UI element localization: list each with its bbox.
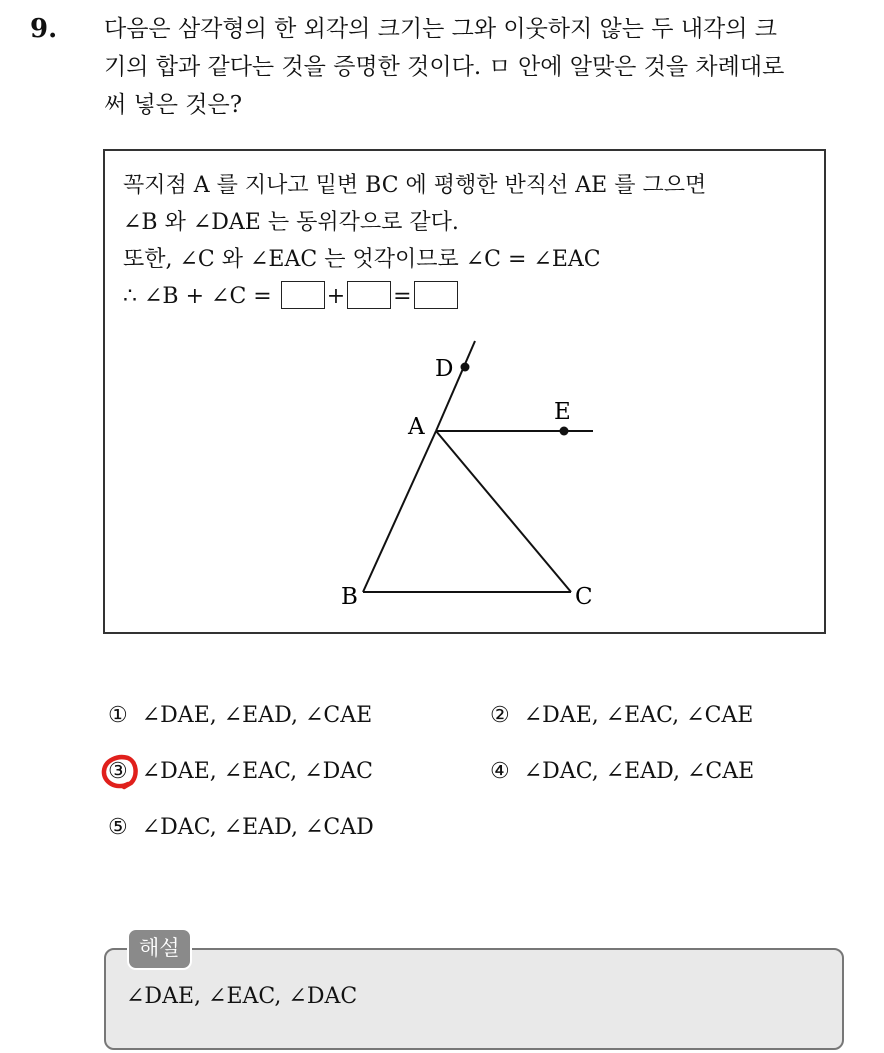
choice-text: ∠DAE, ∠EAC, ∠CAE xyxy=(523,703,754,728)
label-A: A xyxy=(408,414,425,440)
choice-text: ∠DAC, ∠EAD, ∠CAE xyxy=(523,759,755,784)
label-B: B xyxy=(341,584,358,610)
question-number: 9. xyxy=(30,14,58,44)
proof-therefore: ∴ ∠B + ∠C = xyxy=(123,284,272,309)
label-D: D xyxy=(435,356,454,382)
proof-box xyxy=(103,149,826,634)
choice-3[interactable] xyxy=(108,759,373,784)
question-line: 기의 합과 같다는 것을 증명한 것이다. ㅁ 안에 알맞은 것을 차례대로 xyxy=(104,54,785,80)
point-D xyxy=(461,363,470,372)
choice-text: ∠DAE, ∠EAD, ∠CAE xyxy=(141,703,373,728)
choice-number: ③ xyxy=(108,759,128,784)
choice-4[interactable] xyxy=(490,759,754,784)
question-line: 다음은 삼각형의 한 외각의 크기는 그와 이웃하지 않는 두 내각의 크 xyxy=(104,16,777,42)
choice-1[interactable] xyxy=(108,703,372,728)
question-text xyxy=(104,10,874,124)
triangle-figure xyxy=(105,151,828,636)
solution-text: ∠DAE, ∠EAC, ∠DAC xyxy=(126,984,358,1009)
proof-line-3: 또한, ∠C 와 ∠EAC 는 엇각이므로 ∠C = ∠EAC xyxy=(123,247,601,272)
equals-sign: = xyxy=(393,284,412,309)
point-E xyxy=(560,427,569,436)
choice-2[interactable] xyxy=(490,703,753,728)
plus-sign: + xyxy=(326,284,346,309)
proof-line-2: ∠B 와 ∠DAE 는 동위각으로 같다. xyxy=(123,210,459,235)
proof-line-1: 꼭지점 A 를 지나고 밑변 BC 에 평행한 반직선 AE 를 그으면 xyxy=(123,173,707,198)
answer-circle-mark xyxy=(100,754,140,790)
solution-tag: 해설 xyxy=(127,928,192,970)
choice-text: ∠DAC, ∠EAD, ∠CAD xyxy=(141,815,374,840)
question-line: 써 넣은 것은? xyxy=(104,92,243,118)
segment-AB xyxy=(363,431,436,592)
segment-AC xyxy=(436,431,571,592)
choice-5[interactable] xyxy=(108,815,374,840)
choice-number: ④ xyxy=(490,759,510,784)
choice-number: ② xyxy=(490,703,510,728)
choice-number: ⑤ xyxy=(108,815,128,840)
label-E: E xyxy=(554,399,571,425)
choice-number: ① xyxy=(108,703,128,728)
choice-text: ∠DAE, ∠EAC, ∠DAC xyxy=(141,759,373,784)
ray-AD xyxy=(436,341,475,431)
label-C: C xyxy=(575,584,593,610)
